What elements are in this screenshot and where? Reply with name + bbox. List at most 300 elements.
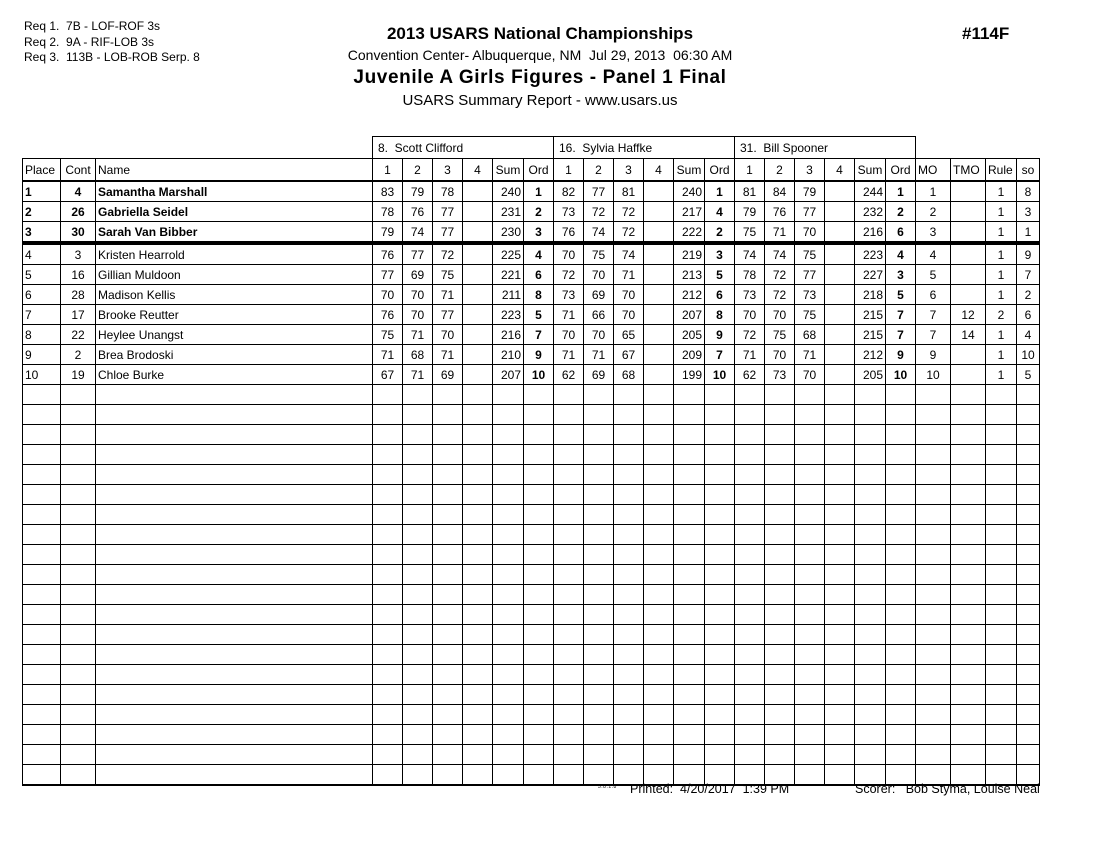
col-header-score3: 3 bbox=[795, 159, 825, 182]
judge-3-score-2-cell bbox=[765, 445, 795, 465]
judge-2-score-4-cell bbox=[644, 665, 674, 685]
skater-name-cell bbox=[96, 405, 373, 425]
judge-1-score-1-cell bbox=[373, 565, 403, 585]
judge-3-score-4-cell bbox=[825, 265, 855, 285]
sum-ordinals-cell bbox=[1017, 385, 1040, 405]
sum-ordinals-cell bbox=[1017, 525, 1040, 545]
judge-3-score-4-cell bbox=[825, 285, 855, 305]
judge-1-score-3-cell bbox=[433, 705, 463, 725]
judge-1-score-4-cell bbox=[463, 625, 493, 645]
sum-ordinals-cell: 4 bbox=[1017, 325, 1040, 345]
result-row bbox=[23, 265, 1040, 285]
judge-3-score-4-cell bbox=[825, 243, 855, 265]
sum-ordinals-cell bbox=[1017, 685, 1040, 705]
sum-ordinals-cell: 1 bbox=[1017, 222, 1040, 244]
judge-3-sum-cell bbox=[855, 385, 886, 405]
judge-3-score-1-cell: 75 bbox=[735, 222, 765, 244]
judge-1-score-2-cell bbox=[403, 625, 433, 645]
contestant-number-cell bbox=[61, 605, 96, 625]
judge-1-sum-cell bbox=[493, 665, 524, 685]
rule-cell bbox=[986, 585, 1017, 605]
place-cell bbox=[23, 645, 61, 665]
place-cell bbox=[23, 605, 61, 625]
col-header-ord: Ord bbox=[886, 159, 916, 182]
judge-2-score-2-cell bbox=[584, 505, 614, 525]
judge-1-score-2-cell bbox=[403, 565, 433, 585]
judge-1-sum-cell bbox=[493, 425, 524, 445]
majority-ordinal-cell bbox=[916, 405, 951, 425]
judge-1-score-4-cell bbox=[463, 725, 493, 745]
judge-1-score-3-cell bbox=[433, 725, 463, 745]
judge-1-score-1-cell bbox=[373, 505, 403, 525]
judge-2-score-2-cell: 72 bbox=[584, 202, 614, 222]
judge-2-score-3-cell bbox=[614, 705, 644, 725]
judge-3-score-4-cell bbox=[825, 345, 855, 365]
judge-1-score-3-cell bbox=[433, 525, 463, 545]
sum-ordinals-cell: 3 bbox=[1017, 202, 1040, 222]
judge-1-ordinal-cell: 4 bbox=[524, 243, 554, 265]
skater-name-cell: Heylee Unangst bbox=[96, 325, 373, 345]
judge-2-score-2-cell: 77 bbox=[584, 181, 614, 202]
place-cell: 1 bbox=[23, 181, 61, 202]
judge-2-sum-cell bbox=[674, 605, 705, 625]
judge-3-score-2-cell: 72 bbox=[765, 265, 795, 285]
judge-2-sum-cell: 222 bbox=[674, 222, 705, 244]
judge-3-score-2-cell bbox=[765, 525, 795, 545]
judge-2-score-2-cell: 75 bbox=[584, 243, 614, 265]
judge-2-score-2-cell bbox=[584, 465, 614, 485]
rule-cell bbox=[986, 485, 1017, 505]
judge-3-ordinal-cell bbox=[886, 605, 916, 625]
sum-ordinals-cell bbox=[1017, 585, 1040, 605]
judge-2-ordinal-cell bbox=[705, 725, 735, 745]
judge-3-score-2-cell bbox=[765, 565, 795, 585]
judge-2-score-2-cell bbox=[584, 685, 614, 705]
judge-1-score-4-cell bbox=[463, 765, 493, 786]
judge-1-score-3-cell: 70 bbox=[433, 325, 463, 345]
total-majority-ordinal-cell bbox=[951, 243, 986, 265]
judge-3-score-4-cell bbox=[825, 365, 855, 385]
contestant-number-cell: 4 bbox=[61, 181, 96, 202]
judge-1-score-2-cell: 68 bbox=[403, 345, 433, 365]
judge-2-score-4-cell bbox=[644, 345, 674, 365]
judge-1-sum-cell: 225 bbox=[493, 243, 524, 265]
judge-3-sum-cell: 244 bbox=[855, 181, 886, 202]
judge-1-ordinal-cell bbox=[524, 645, 554, 665]
judge-2-score-4-cell bbox=[644, 605, 674, 625]
judge-1-score-4-cell bbox=[463, 745, 493, 765]
judge-3-sum-cell bbox=[855, 425, 886, 445]
scorer-names: Scorer: Bob Styma, Louise Neal bbox=[855, 782, 1040, 796]
judge-2-score-4-cell bbox=[644, 705, 674, 725]
empty-row bbox=[23, 485, 1040, 505]
judge-3-score-4-cell bbox=[825, 202, 855, 222]
judge-3-score-4-cell bbox=[825, 425, 855, 445]
judge-1-score-1-cell: 67 bbox=[373, 365, 403, 385]
judge-3-score-3-cell: 77 bbox=[795, 265, 825, 285]
place-cell bbox=[23, 625, 61, 645]
rule-cell bbox=[986, 525, 1017, 545]
judge-1-score-3-cell bbox=[433, 405, 463, 425]
judge-1-ordinal-cell bbox=[524, 465, 554, 485]
judge-1-score-3-cell bbox=[433, 745, 463, 765]
judge-1-ordinal-cell: 8 bbox=[524, 285, 554, 305]
judge-2-ordinal-cell bbox=[705, 485, 735, 505]
place-cell bbox=[23, 465, 61, 485]
result-row bbox=[23, 243, 1040, 265]
contestant-number-cell bbox=[61, 625, 96, 645]
judge-3-ordinal-cell: 1 bbox=[886, 181, 916, 202]
judge-2-score-4-cell bbox=[644, 505, 674, 525]
judge-3-ordinal-cell: 3 bbox=[886, 265, 916, 285]
judge-3-score-3-cell bbox=[795, 585, 825, 605]
judge-1-ordinal-cell bbox=[524, 425, 554, 445]
rule-cell bbox=[986, 745, 1017, 765]
judge-2-score-3-cell: 72 bbox=[614, 222, 644, 244]
judge-1-score-1-cell bbox=[373, 405, 403, 425]
judge-3-sum-cell bbox=[855, 585, 886, 605]
place-cell bbox=[23, 765, 61, 786]
judge-3-ordinal-cell: 7 bbox=[886, 325, 916, 345]
judge-3-sum-cell bbox=[855, 745, 886, 765]
majority-ordinal-cell bbox=[916, 525, 951, 545]
judge-2-score-2-cell: 74 bbox=[584, 222, 614, 244]
judge-3-score-4-cell bbox=[825, 565, 855, 585]
judge-3-score-2-cell bbox=[765, 465, 795, 485]
contestant-number-cell bbox=[61, 745, 96, 765]
contestant-number-cell bbox=[61, 485, 96, 505]
place-cell bbox=[23, 565, 61, 585]
judge-1-score-1-cell: 71 bbox=[373, 345, 403, 365]
judge-2-score-4-cell bbox=[644, 525, 674, 545]
judge-2-sum-cell bbox=[674, 585, 705, 605]
col-header-score2: 2 bbox=[765, 159, 795, 182]
judge-3-sum-cell: 212 bbox=[855, 345, 886, 365]
judge-2-sum-cell bbox=[674, 505, 705, 525]
majority-ordinal-cell bbox=[916, 425, 951, 445]
judge-3-sum-cell: 215 bbox=[855, 305, 886, 325]
sum-ordinals-cell bbox=[1017, 445, 1040, 465]
majority-ordinal-cell bbox=[916, 705, 951, 725]
judge-3-ordinal-cell bbox=[886, 625, 916, 645]
judge-3-score-3-cell: 68 bbox=[795, 325, 825, 345]
judge-1-score-2-cell: 71 bbox=[403, 325, 433, 345]
judge-3-score-1-cell bbox=[735, 665, 765, 685]
judge-3-sum-cell bbox=[855, 725, 886, 745]
skater-name-cell: Brea Brodoski bbox=[96, 345, 373, 365]
skater-name-cell: Chloe Burke bbox=[96, 365, 373, 385]
judge-1-sum-cell bbox=[493, 725, 524, 745]
judge-1-sum-cell bbox=[493, 765, 524, 786]
skater-name-cell bbox=[96, 385, 373, 405]
place-cell: 7 bbox=[23, 305, 61, 325]
judge-2-score-4-cell bbox=[644, 285, 674, 305]
rule-cell bbox=[986, 625, 1017, 645]
contestant-number-cell bbox=[61, 705, 96, 725]
total-majority-ordinal-cell bbox=[951, 202, 986, 222]
judge-1-score-1-cell bbox=[373, 645, 403, 665]
judge-3-score-3-cell bbox=[795, 645, 825, 665]
judge-3-ordinal-cell bbox=[886, 685, 916, 705]
judge-3-score-1-cell bbox=[735, 465, 765, 485]
judge-1-score-4-cell bbox=[463, 345, 493, 365]
judge-3-score-1-cell bbox=[735, 705, 765, 725]
result-row bbox=[23, 285, 1040, 305]
judge-3-score-1-cell: 81 bbox=[735, 181, 765, 202]
judge-3-score-1-cell bbox=[735, 505, 765, 525]
judge-2-score-3-cell bbox=[614, 745, 644, 765]
judge-3-score-2-cell: 72 bbox=[765, 285, 795, 305]
place-cell bbox=[23, 725, 61, 745]
judge-3-score-3-cell bbox=[795, 725, 825, 745]
judge-1-score-2-cell: 71 bbox=[403, 365, 433, 385]
judge-1-score-3-cell bbox=[433, 425, 463, 445]
judge-2-ordinal-cell bbox=[705, 685, 735, 705]
judge-2-score-1-cell bbox=[554, 585, 584, 605]
judge-3-score-4-cell bbox=[825, 645, 855, 665]
judge-1-ordinal-cell bbox=[524, 685, 554, 705]
judge-2-sum-cell bbox=[674, 525, 705, 545]
judge-1-score-4-cell bbox=[463, 605, 493, 625]
judge-1-score-1-cell: 75 bbox=[373, 325, 403, 345]
judge-3-sum-cell: 215 bbox=[855, 325, 886, 345]
judge-2-ordinal-cell bbox=[705, 465, 735, 485]
judge-2-score-2-cell: 69 bbox=[584, 285, 614, 305]
judge-3-score-3-cell: 77 bbox=[795, 202, 825, 222]
judge-1-sum-cell bbox=[493, 525, 524, 545]
judge-3-score-1-cell bbox=[735, 625, 765, 645]
judge-2-score-3-cell bbox=[614, 585, 644, 605]
sum-ordinals-cell bbox=[1017, 665, 1040, 685]
sum-ordinals-cell bbox=[1017, 725, 1040, 745]
empty-row bbox=[23, 565, 1040, 585]
rule-cell bbox=[986, 445, 1017, 465]
judge-3-score-2-cell bbox=[765, 425, 795, 445]
sum-ordinals-cell: 2 bbox=[1017, 285, 1040, 305]
judge-2-score-4-cell bbox=[644, 181, 674, 202]
judge-3-ordinal-cell bbox=[886, 465, 916, 485]
judge-1-sum-cell bbox=[493, 385, 524, 405]
judge-2-score-2-cell: 70 bbox=[584, 325, 614, 345]
judge-2-sum-cell bbox=[674, 445, 705, 465]
judge-1-sum-cell: 223 bbox=[493, 305, 524, 325]
judge-1-score-4-cell bbox=[463, 365, 493, 385]
judge-1-score-3-cell bbox=[433, 545, 463, 565]
skater-name-cell bbox=[96, 565, 373, 585]
judge-2-sum-cell: 219 bbox=[674, 243, 705, 265]
judge-3-score-4-cell bbox=[825, 505, 855, 525]
majority-ordinal-cell bbox=[916, 685, 951, 705]
judge-1-score-2-cell: 70 bbox=[403, 285, 433, 305]
judge-2-score-3-cell bbox=[614, 545, 644, 565]
judge-1-sum-cell bbox=[493, 505, 524, 525]
contestant-number-cell: 2 bbox=[61, 345, 96, 365]
judge-2-score-3-cell: 81 bbox=[614, 181, 644, 202]
col-header-sum: Sum bbox=[855, 159, 886, 182]
judge-2-score-1-cell: 71 bbox=[554, 345, 584, 365]
judge-1-score-2-cell bbox=[403, 745, 433, 765]
contestant-number-cell: 3 bbox=[61, 243, 96, 265]
judge-1-score-1-cell bbox=[373, 545, 403, 565]
skater-name-cell: Samantha Marshall bbox=[96, 181, 373, 202]
judge-2-ordinal-cell: 2 bbox=[705, 222, 735, 244]
rule-cell bbox=[986, 725, 1017, 745]
contestant-number-cell bbox=[61, 665, 96, 685]
judge-3-score-2-cell bbox=[765, 665, 795, 685]
sum-ordinals-cell bbox=[1017, 485, 1040, 505]
place-cell bbox=[23, 485, 61, 505]
judge-1-ordinal-cell bbox=[524, 445, 554, 465]
total-majority-ordinal-cell bbox=[951, 505, 986, 525]
skater-name-cell bbox=[96, 505, 373, 525]
judge-1-ordinal-cell bbox=[524, 665, 554, 685]
judge-1-score-3-cell bbox=[433, 585, 463, 605]
judge-3-ordinal-cell: 4 bbox=[886, 243, 916, 265]
majority-ordinal-cell: 2 bbox=[916, 202, 951, 222]
judge-1-score-2-cell: 79 bbox=[403, 181, 433, 202]
judge-3-score-3-cell bbox=[795, 765, 825, 786]
majority-ordinal-cell bbox=[916, 745, 951, 765]
judge-2-score-1-cell bbox=[554, 725, 584, 745]
sum-ordinals-cell: 6 bbox=[1017, 305, 1040, 325]
judge-3-sum-cell bbox=[855, 465, 886, 485]
judge-3-ordinal-cell bbox=[886, 725, 916, 745]
place-cell bbox=[23, 545, 61, 565]
judge-2-score-3-cell: 71 bbox=[614, 265, 644, 285]
empty-row bbox=[23, 665, 1040, 685]
judge-2-score-1-cell bbox=[554, 705, 584, 725]
judge-2-score-1-cell bbox=[554, 385, 584, 405]
judge-3-score-2-cell: 75 bbox=[765, 325, 795, 345]
judge-3-sum-cell bbox=[855, 705, 886, 725]
judge-1-score-4-cell bbox=[463, 465, 493, 485]
judge-2-score-1-cell bbox=[554, 465, 584, 485]
judge-1-score-3-cell bbox=[433, 465, 463, 485]
judge-2-sum-cell bbox=[674, 545, 705, 565]
sum-ordinals-cell bbox=[1017, 405, 1040, 425]
judge-3-score-2-cell bbox=[765, 385, 795, 405]
judge-1-score-1-cell bbox=[373, 385, 403, 405]
judge-3-score-3-cell bbox=[795, 465, 825, 485]
judge-1-score-4-cell bbox=[463, 705, 493, 725]
judge-2-ordinal-cell: 6 bbox=[705, 285, 735, 305]
judge-2-sum-cell: 207 bbox=[674, 305, 705, 325]
judge-3-score-2-cell: 70 bbox=[765, 345, 795, 365]
judge-2-score-2-cell: 70 bbox=[584, 265, 614, 285]
sum-ordinals-cell bbox=[1017, 565, 1040, 585]
judge-3-score-4-cell bbox=[825, 705, 855, 725]
skater-name-cell: Gabriella Seidel bbox=[96, 202, 373, 222]
printed-timestamp: Printed: 4/20/2017 1:39 PM bbox=[630, 782, 790, 796]
judge-1-score-2-cell: 74 bbox=[403, 222, 433, 244]
judge-3-score-2-cell bbox=[765, 745, 795, 765]
judge-3-score-1-cell bbox=[735, 565, 765, 585]
rule-cell: 1 bbox=[986, 181, 1017, 202]
judge-2-score-1-cell bbox=[554, 405, 584, 425]
judge-3-score-2-cell bbox=[765, 485, 795, 505]
judge-2-score-3-cell bbox=[614, 625, 644, 645]
judge-2-ordinal-cell bbox=[705, 705, 735, 725]
judge-2-score-1-cell: 71 bbox=[554, 305, 584, 325]
judge-3-sum-cell: 223 bbox=[855, 243, 886, 265]
judge-3-sum-cell bbox=[855, 525, 886, 545]
contestant-number-cell: 19 bbox=[61, 365, 96, 385]
judge-1-ordinal-cell: 2 bbox=[524, 202, 554, 222]
judge-3-sum-cell: 205 bbox=[855, 365, 886, 385]
judge-3-ordinal-cell bbox=[886, 545, 916, 565]
place-cell: 4 bbox=[23, 243, 61, 265]
judge-2-score-3-cell bbox=[614, 665, 644, 685]
judge-3-score-2-cell bbox=[765, 605, 795, 625]
judge-1-score-2-cell bbox=[403, 445, 433, 465]
judge-1-sum-cell: 221 bbox=[493, 265, 524, 285]
judge-1-score-1-cell bbox=[373, 705, 403, 725]
judge-3-score-4-cell bbox=[825, 181, 855, 202]
judge-1-score-2-cell bbox=[403, 645, 433, 665]
total-majority-ordinal-cell bbox=[951, 645, 986, 665]
col-header-name: Name bbox=[96, 159, 373, 182]
place-cell: 8 bbox=[23, 325, 61, 345]
rule-cell: 1 bbox=[986, 202, 1017, 222]
majority-ordinal-cell bbox=[916, 485, 951, 505]
judge-2-ordinal-cell: 8 bbox=[705, 305, 735, 325]
judge-1-score-1-cell bbox=[373, 665, 403, 685]
judge-3-score-3-cell bbox=[795, 485, 825, 505]
result-row bbox=[23, 222, 1040, 244]
judge-2-score-1-cell: 82 bbox=[554, 181, 584, 202]
judge-1-score-3-cell: 75 bbox=[433, 265, 463, 285]
judge-2-score-2-cell bbox=[584, 405, 614, 425]
skater-name-cell bbox=[96, 605, 373, 625]
judge-1-sum-cell bbox=[493, 485, 524, 505]
judge-3-score-4-cell bbox=[825, 445, 855, 465]
judge-1-score-2-cell bbox=[403, 685, 433, 705]
contestant-number-cell bbox=[61, 545, 96, 565]
total-majority-ordinal-cell bbox=[951, 385, 986, 405]
judge-2-score-3-cell bbox=[614, 445, 644, 465]
judge-1-sum-cell: 231 bbox=[493, 202, 524, 222]
judge-3-score-1-cell: 71 bbox=[735, 345, 765, 365]
total-majority-ordinal-cell bbox=[951, 445, 986, 465]
venue-date-line: Convention Center- Albuquerque, NM Jul 29, 2013 06:30 AM bbox=[347, 47, 733, 63]
judge-3-score-3-cell bbox=[795, 385, 825, 405]
total-majority-ordinal-cell: 14 bbox=[951, 325, 986, 345]
skater-name-cell bbox=[96, 745, 373, 765]
judge-1-sum-cell bbox=[493, 545, 524, 565]
judge-2-score-1-cell bbox=[554, 485, 584, 505]
judge-1-score-1-cell bbox=[373, 425, 403, 445]
judge-2-score-3-cell bbox=[614, 485, 644, 505]
judge-1-score-2-cell bbox=[403, 605, 433, 625]
judge-1-score-3-cell bbox=[433, 385, 463, 405]
majority-ordinal-cell bbox=[916, 505, 951, 525]
empty-row bbox=[23, 425, 1040, 445]
judge-1-score-4-cell bbox=[463, 425, 493, 445]
judge-1-score-2-cell bbox=[403, 385, 433, 405]
judge-3-sum-cell bbox=[855, 485, 886, 505]
col-header-score4: 4 bbox=[825, 159, 855, 182]
contestant-number-cell bbox=[61, 685, 96, 705]
place-cell bbox=[23, 585, 61, 605]
report-subtitle: USARS Summary Report - www.usars.us bbox=[402, 92, 678, 109]
judge-2-ordinal-cell: 4 bbox=[705, 202, 735, 222]
judge-1-ordinal-cell bbox=[524, 405, 554, 425]
judge-1-score-3-cell bbox=[433, 505, 463, 525]
judge-1-score-2-cell bbox=[403, 425, 433, 445]
judge-1-score-4-cell bbox=[463, 525, 493, 545]
judge-2-ordinal-cell bbox=[705, 425, 735, 445]
judge-1-score-2-cell: 70 bbox=[403, 305, 433, 325]
